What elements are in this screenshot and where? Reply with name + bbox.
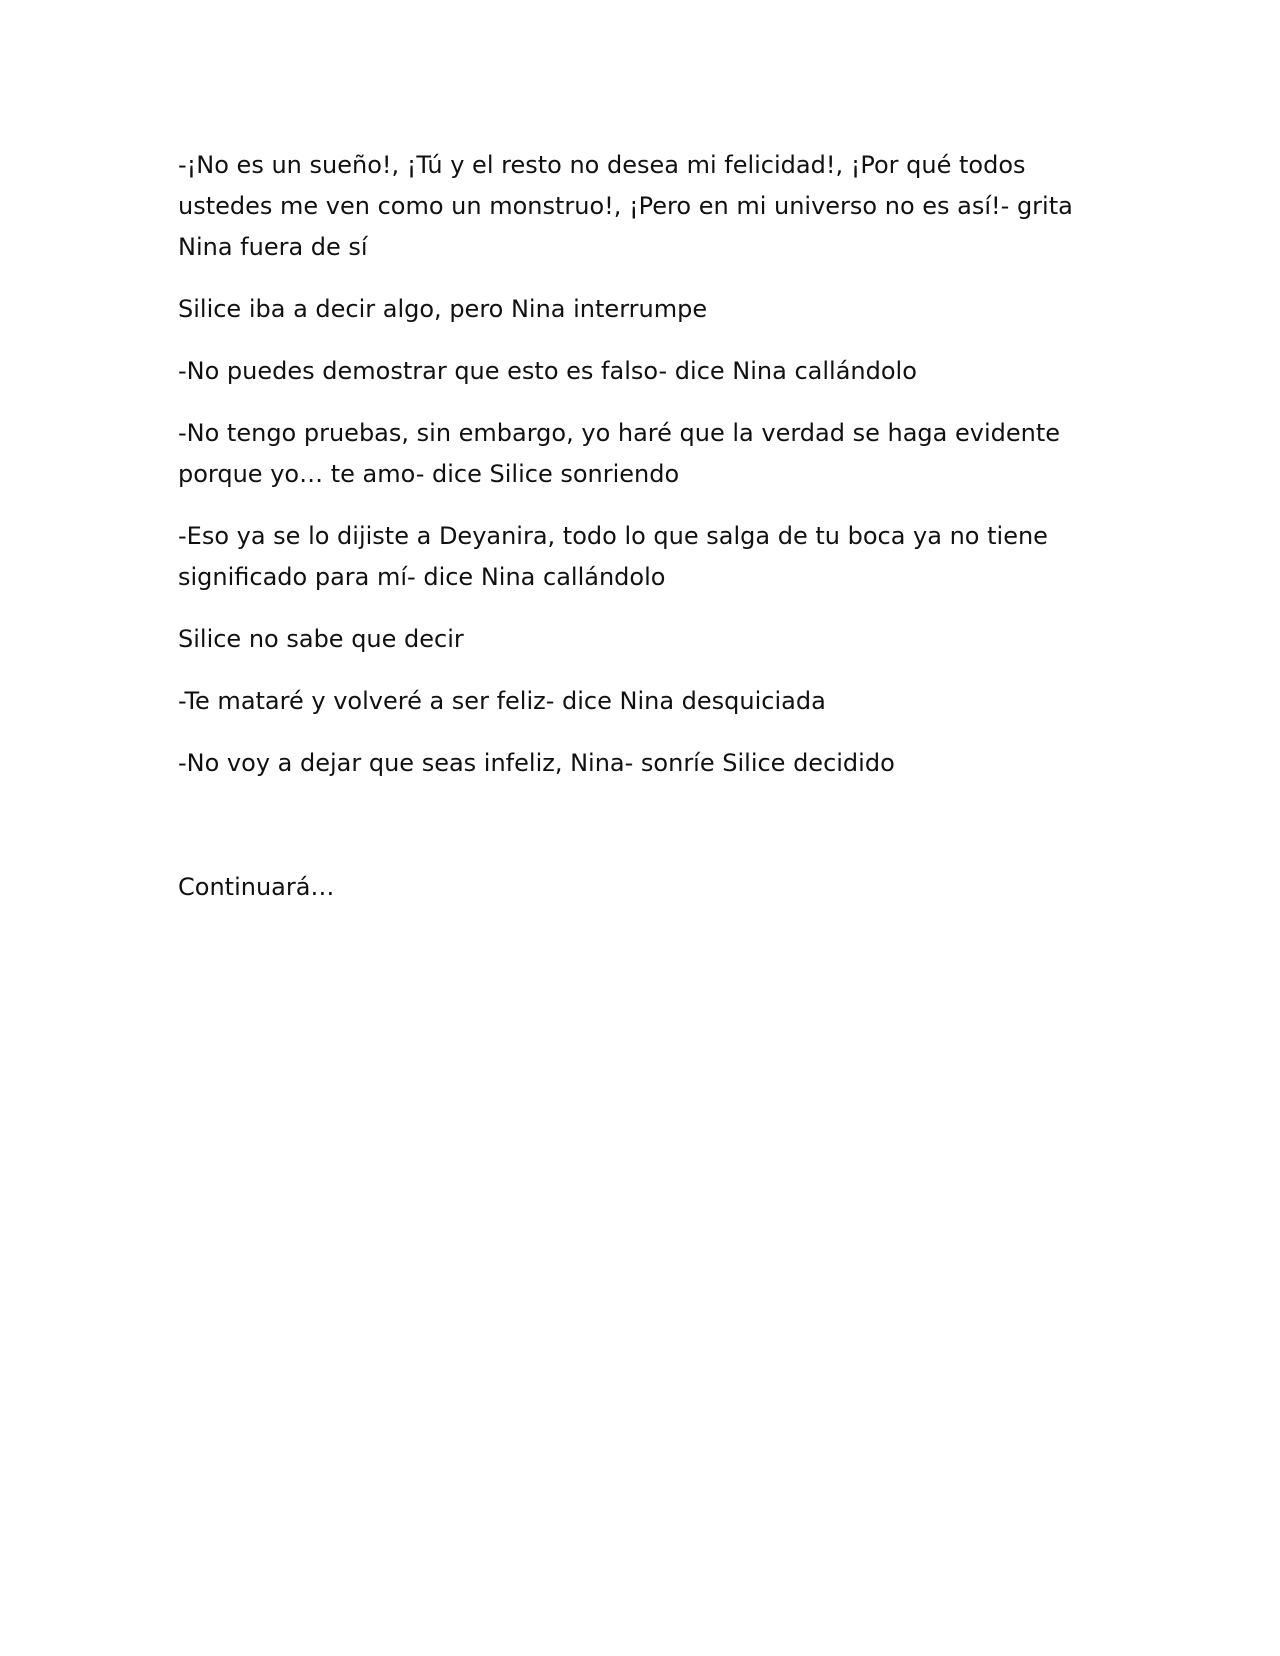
closing-line: Continuará… — [178, 873, 335, 901]
document-body — [178, 145, 1078, 929]
paragraph-7: -Te mataré y volveré a ser feliz- dice Nina desquiciada — [178, 687, 826, 715]
paragraph-6: Silice no sabe que decir — [178, 625, 464, 653]
paragraph-8: -No voy a dejar que seas infeliz, Nina- sonríe Silice decidido — [178, 749, 895, 777]
paragraph-2: Silice iba a decir algo, pero Nina interrumpe — [178, 295, 708, 323]
paragraph-3: -No puedes demostrar que esto es falso- dice Nina callándolo — [178, 357, 917, 385]
paragraph-1: -¡No es un sueño!, ¡Tú y el resto no desea mi felicidad!, ¡Por qué todos ustedes me ven como un monstruo!, ¡Pero en mi universo no es así!- grita Nina fuera de sí — [178, 151, 1073, 261]
paragraph-5: -Eso ya se lo dijiste a Deyanira, todo lo que salga de tu boca ya no tiene significado para mí- dice Nina callándolo — [178, 522, 1048, 591]
blank-line — [178, 805, 1078, 846]
paragraph-4: -No tengo pruebas, sin embargo, yo haré que la verdad se haga evidente porque yo… te amo- dice Silice sonriendo — [178, 419, 1060, 488]
